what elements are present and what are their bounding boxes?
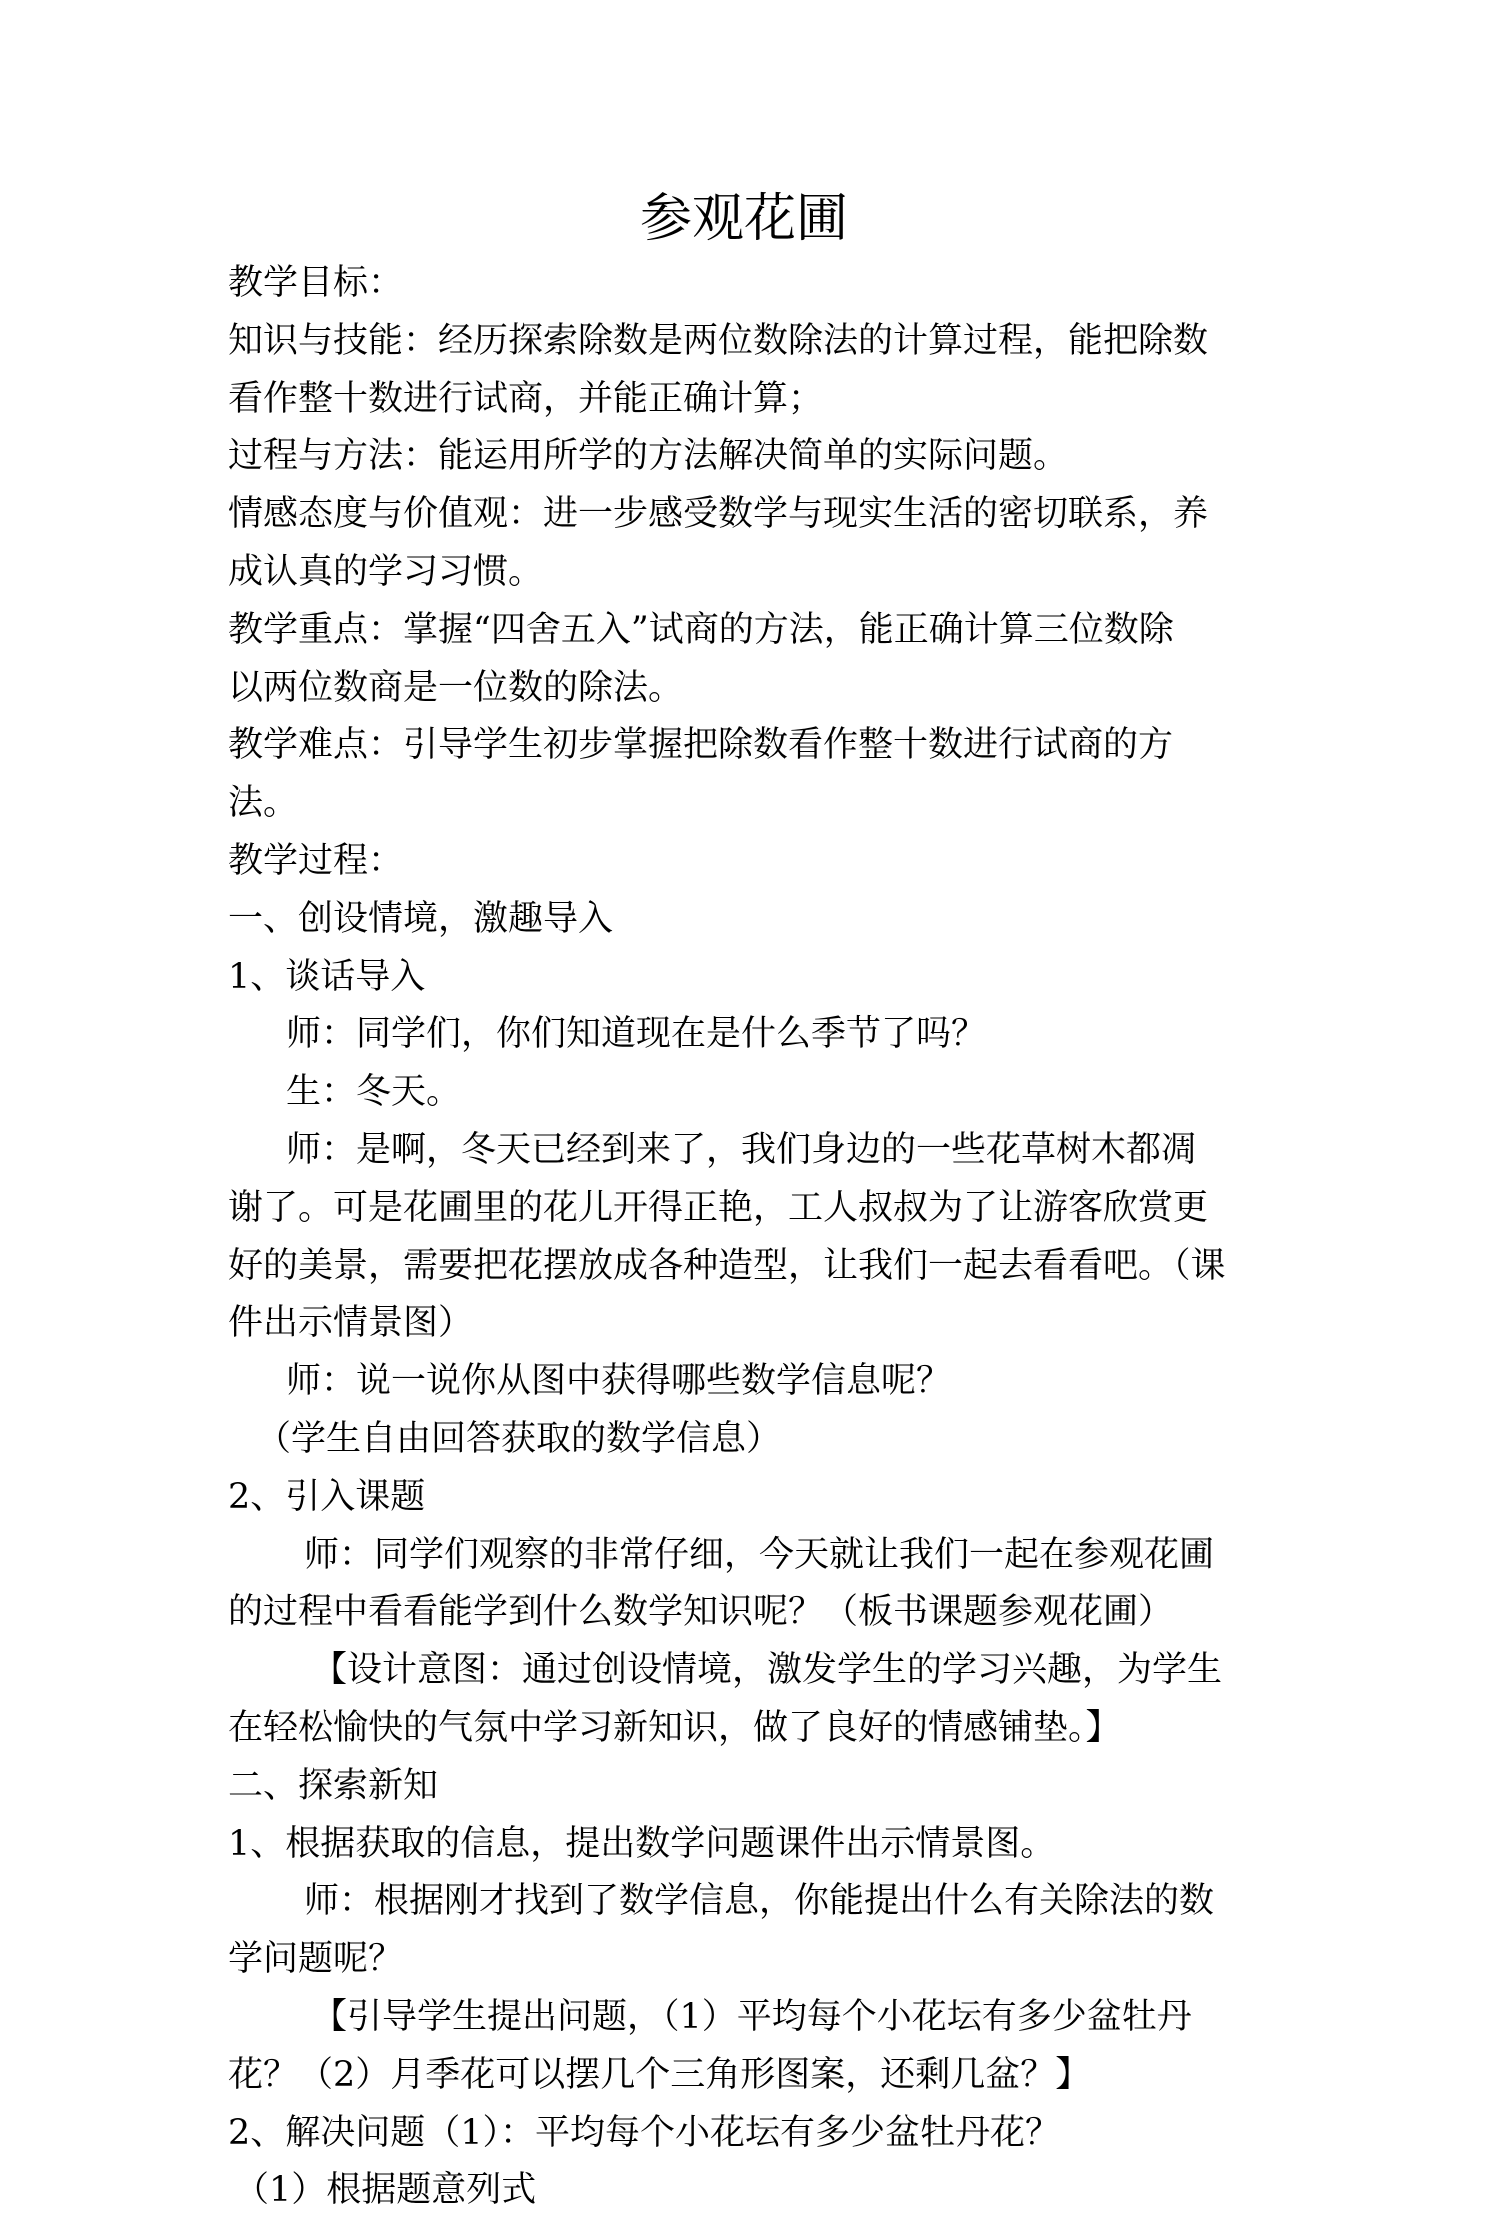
text-line: 法。 [228, 783, 299, 824]
text-line: 教学过程： [228, 840, 404, 881]
document-title: 参观花圃 [639, 189, 848, 249]
text-line: 花？（2）月季花可以摆几个三角形图案，还剩几盆？】 [228, 2054, 1091, 2095]
text-line: 件出示情景图） [228, 1303, 474, 1344]
text-line: 以两位数商是一位数的除法。 [228, 667, 684, 708]
dialogue-line: 生：冬天。 [286, 1072, 462, 1113]
dialogue-line: 师：同学们，你们知道现在是什么季节了吗？ [286, 1014, 987, 1055]
design-note-line: 【设计意图：通过创设情境，激发学生的学习兴趣，为学生 [312, 1650, 1223, 1691]
subsection-heading: 1、根据获取的信息，提出数学问题课件出示情景图。 [228, 1823, 1056, 1864]
subsection-heading: 2、引入课题 [228, 1476, 426, 1517]
text-line: 过程与方法：能运用所学的方法解决简单的实际问题。 [228, 436, 1069, 477]
dialogue-line: 师：是啊，冬天已经到来了，我们身边的一些花草树木都凋 [286, 1129, 1197, 1170]
text-line: 学问题呢？ [228, 1939, 404, 1980]
text-line: 情感态度与价值观：进一步感受数学与现实生活的密切联系，养 [228, 494, 1209, 535]
text-line: 的过程中看看能学到什么数学知识呢？（板书课题参观花圃） [228, 1592, 1174, 1633]
text-line: 好的美景，需要把花摆放成各种造型，让我们一起去看看吧。（课 [228, 1245, 1226, 1286]
section-heading: 一、创设情境，激趣导入 [228, 898, 614, 939]
text-line: 成认真的学习习惯。 [228, 551, 544, 592]
section-heading: 二、探索新知 [228, 1765, 439, 1806]
dialogue-line: 师：说一说你从图中获得哪些数学信息呢？ [286, 1361, 952, 1402]
text-line: 教学目标： [228, 263, 404, 303]
text-line: （1）根据题意列式 [234, 2170, 537, 2211]
document-body [228, 255, 1268, 2220]
note-line: （学生自由回答获取的数学信息） [256, 1418, 782, 1459]
text-line: 知识与技能：经历探索除数是两位数除法的计算过程，能把除数 [228, 320, 1209, 361]
design-note-line: 【引导学生提出问题，（1）平均每个小花坛有多少盆牡丹 [312, 1996, 1192, 2037]
dialogue-line: 师：同学们观察的非常仔细，今天就让我们一起在参观花圃 [304, 1534, 1215, 1575]
text-line: 在轻松愉快的气氛中学习新知识，做了良好的情感铺垫。】 [228, 1707, 1121, 1748]
text-line: 看作整十数进行试商，并能正确计算； [228, 378, 824, 419]
subsection-heading: 2、解决问题（1）：平均每个小花坛有多少盆牡丹花？ [228, 2112, 1061, 2153]
text-line: 教学难点：引导学生初步掌握把除数看作整十数进行试商的方 [228, 725, 1174, 766]
subsection-heading: 1、谈话导入 [228, 956, 426, 997]
text-line: 谢了。可是花圃里的花儿开得正艳，工人叔叔为了让游客欣赏更 [228, 1187, 1209, 1228]
dialogue-line: 师：根据刚才找到了数学信息，你能提出什么有关除法的数 [304, 1881, 1215, 1922]
text-line: 教学重点：掌握“四舍五入”试商的方法，能正确计算三位数除 [228, 609, 1174, 650]
